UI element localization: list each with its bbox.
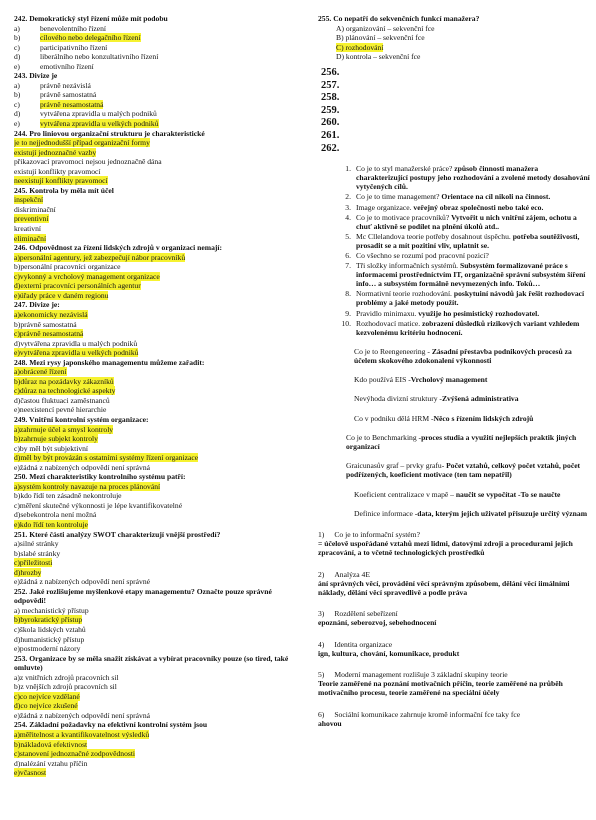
answer-text: přikazovací pravomoci nejsou jednoznačně dána bbox=[14, 157, 162, 167]
answer-option bbox=[14, 90, 304, 100]
note-block bbox=[354, 490, 590, 499]
answer-text: a)personální agentury, jež zabezpečují nábor pracovníků bbox=[14, 252, 186, 262]
answer-option bbox=[14, 176, 304, 186]
definition-answer: způsob činnosti manažera charakterizující postupy jeho rozhodování a zvolené metody dosahování vytyčených cílů. bbox=[356, 164, 590, 192]
answer-text: právně samostatná bbox=[40, 90, 97, 100]
answer-text: e)kdo řídí ten kontroluje bbox=[14, 519, 89, 529]
answer-text: c)co nejvíce vzdělané bbox=[14, 691, 80, 701]
definition-answer: využije ho pesimistický rozhodovatel. bbox=[418, 308, 540, 318]
note-block bbox=[354, 414, 590, 423]
question-number: 260. bbox=[321, 117, 340, 129]
answer-option bbox=[14, 272, 304, 282]
answer-text: b)byrokratický přístup bbox=[14, 615, 83, 625]
numbered-question-heading bbox=[318, 640, 590, 649]
answer-text: A) organizování – sekvenční fce bbox=[336, 23, 435, 33]
definition-answer: Orientace na cíl nikoli na činnost. bbox=[441, 192, 551, 202]
definition-question: Normativní teorie rozhodování. bbox=[356, 289, 454, 299]
definition-item bbox=[318, 319, 590, 337]
answer-text: neexistují konflikty pravomocí bbox=[14, 176, 108, 186]
note-answer: data, kterým jejich uživatel přisuzuje určitý význam bbox=[417, 508, 588, 518]
answer-text: vytvářena zpravidla u velkých podniků bbox=[40, 119, 159, 129]
answer-text: d)co nejvíce zkušené bbox=[14, 701, 78, 711]
answer-option bbox=[14, 310, 304, 320]
answer-text: inspekční bbox=[14, 195, 44, 205]
answer-option bbox=[336, 52, 590, 62]
answer-option bbox=[14, 119, 304, 129]
answer-option bbox=[14, 692, 304, 702]
question-heading: 252. Jaké rozlišujeme myšlenkové etapy managementu? Označte pouze správné odpovědi! bbox=[14, 586, 272, 606]
answer-text: kreativní bbox=[14, 224, 41, 234]
definition-item bbox=[318, 289, 590, 307]
note-question: Kdo používá EIS - bbox=[354, 375, 411, 385]
numbered-question bbox=[318, 570, 590, 598]
answer-text: a)ekonomicky nezávislá bbox=[14, 309, 88, 319]
answer-letter: c) bbox=[14, 99, 20, 109]
answer-text: B) plánování – sekvenční fce bbox=[336, 33, 425, 43]
answer-option bbox=[14, 148, 304, 158]
answer-option bbox=[14, 157, 304, 167]
answer-text: e)žádná z nabízených odpovědí není správná bbox=[14, 462, 150, 472]
answer-text: existují konflikty pravomocí bbox=[14, 166, 101, 176]
question-heading: 250. Mezi charakteristiky kontrolního systému patří: bbox=[14, 472, 186, 482]
definition-answer: Vytvořit u nich vnitřní zájem, ochotu a chuť aktivně se podílet na plnění úkolů atd.. bbox=[356, 212, 577, 231]
definition-item bbox=[318, 203, 590, 212]
note-block bbox=[346, 461, 590, 479]
answer-text: d)měl by být provázán s ostatními systémy řízení organizace bbox=[14, 453, 199, 463]
question-heading: 243. Divize je bbox=[14, 71, 58, 81]
answer-option bbox=[14, 701, 304, 711]
note-answer: Počet vztahů, celkový počet vztahů, počet podřízených, koeficient motivace (ten tam nepatřil) bbox=[346, 461, 581, 480]
question-heading: 245. Kontrola by měla mít účel bbox=[14, 185, 114, 195]
answer-letter: d) bbox=[14, 109, 21, 119]
definition-number: 10. bbox=[341, 318, 351, 328]
note-question: Definice informace - bbox=[354, 508, 418, 518]
answer-option bbox=[14, 549, 304, 559]
answer-text: a)silné stránky bbox=[14, 539, 59, 549]
answer-text: c)důraz na technologické aspekty bbox=[14, 386, 116, 396]
definition-answer: Subsystém formalizované práce s informacemi prostředníctvím IT, organizačně správní subsystém šíření info… a subsystém formálně nevymezených info. Toků… bbox=[356, 261, 586, 289]
note-block bbox=[354, 375, 590, 384]
definition-question: Tři složky informačních systémů. bbox=[356, 261, 460, 271]
note-answer: Něco s řízením lidských zdrojů bbox=[433, 413, 534, 423]
note-answer: Zvýšená administrativa bbox=[441, 394, 519, 404]
answer-option bbox=[14, 491, 304, 501]
answer-text: vytvářena zpravidla u malých podniků bbox=[40, 109, 157, 119]
answer-option bbox=[14, 195, 304, 205]
definition-item bbox=[318, 213, 590, 231]
answer-text: je to nejjednodušší případ organizační formy bbox=[14, 138, 150, 148]
note-question: Co v podniku dělá HRM - bbox=[354, 413, 434, 423]
question-number: 257. bbox=[321, 79, 340, 91]
answer-text: d)sebekontrola není možná bbox=[14, 510, 97, 520]
definition-answer: veřejný obraz společnosti nebo také eco. bbox=[413, 202, 544, 212]
note-answer: naučit se vypočítat -To se naučte bbox=[455, 489, 561, 499]
definition-text bbox=[356, 261, 590, 288]
definition-text bbox=[356, 251, 590, 260]
answer-text: a) mechanistický přístup bbox=[14, 605, 89, 615]
numbered-question-heading bbox=[318, 670, 590, 679]
definition-number: 2. bbox=[345, 192, 351, 202]
answer-text: e)žádná z nabízených odpovědí není správné bbox=[14, 577, 150, 587]
note-answer: Vrcholový management bbox=[410, 375, 488, 385]
answer-option bbox=[14, 635, 304, 645]
answer-option bbox=[14, 62, 304, 72]
answer-text: e)včasnost bbox=[14, 768, 47, 778]
answer-text: d)častou fluktuaci zaměstnanců bbox=[14, 395, 110, 405]
question-heading: 248. Mezi rysy japonského managementu můžeme zařadit: bbox=[14, 357, 205, 367]
answer-text: diskriminační bbox=[14, 204, 56, 214]
answer-option bbox=[14, 625, 304, 635]
definition-text bbox=[356, 232, 590, 250]
numbered-question-heading bbox=[318, 570, 590, 579]
answer-option bbox=[14, 568, 304, 578]
question-number: 6) bbox=[318, 709, 325, 719]
definition-question: Co všechno se rozumí pod pracovní pozicí? bbox=[356, 250, 489, 260]
answer-option bbox=[14, 43, 304, 53]
answer-text: preventivní bbox=[14, 214, 49, 224]
answer-option bbox=[14, 81, 304, 91]
question-number: 4) bbox=[318, 639, 325, 649]
definition-item bbox=[318, 261, 590, 288]
definition-item bbox=[318, 251, 590, 260]
answer-option bbox=[14, 482, 304, 492]
answer-text: c)vykonný a vrcholový management organizace bbox=[14, 271, 160, 281]
definition-text bbox=[356, 192, 590, 201]
question-heading: 242. Demokratický styl řízení může mít podobu bbox=[14, 14, 168, 23]
question-text: Identita organizace bbox=[334, 639, 393, 649]
answer-option bbox=[14, 224, 304, 234]
definition-question: Rozhodovací matice. bbox=[356, 318, 423, 328]
answer-option bbox=[14, 167, 304, 177]
definition-item bbox=[318, 232, 590, 250]
answer-letter: b) bbox=[14, 90, 21, 100]
question-text: Rozdělení sebeřízení bbox=[334, 609, 398, 619]
answer-option bbox=[14, 320, 304, 330]
note-block bbox=[346, 433, 590, 451]
question-answer: ání správných věcí, provádění věcí správným způsobem, dělání věcí iimálními náklady, dělání věcí spravedlivě a podle práva bbox=[318, 578, 570, 598]
definition-text bbox=[356, 319, 590, 337]
answer-text: d)humanistický přístup bbox=[14, 634, 85, 644]
note-question: Co je to Reengeneering - bbox=[354, 346, 432, 356]
answer-text: eliminační bbox=[14, 233, 47, 243]
definition-list bbox=[318, 164, 590, 337]
answer-text: b)právně samostatná bbox=[14, 319, 77, 329]
question-heading: 246. Odpovědnost za řízení lidských zdrojů v organizaci nemají: bbox=[14, 243, 223, 253]
answer-option bbox=[14, 577, 304, 587]
answer-option bbox=[14, 434, 304, 444]
answer-text: c)škola lidských vztahů bbox=[14, 625, 86, 634]
question-number-list bbox=[321, 67, 590, 155]
answer-text: emotivního řízení bbox=[40, 61, 94, 71]
answer-option bbox=[14, 234, 304, 244]
definition-answer: zobrazení důsledků rizikových variant vzhledem kezvolenému kritériu hodnocení. bbox=[356, 318, 580, 337]
numbered-question-heading bbox=[318, 609, 590, 618]
question-answer: epoznání, seberozvoj, sebehodnocení bbox=[318, 618, 437, 628]
numbered-question bbox=[318, 640, 590, 658]
question-255 bbox=[318, 14, 590, 62]
answer-option bbox=[14, 673, 304, 683]
definition-number: 9. bbox=[345, 308, 351, 318]
answer-text: b)zahrnuje subjekt kontroly bbox=[14, 434, 98, 444]
question-number: 256. bbox=[321, 66, 340, 78]
note-block bbox=[354, 394, 590, 403]
answer-option bbox=[14, 33, 304, 43]
definition-number: 6. bbox=[345, 250, 351, 260]
answer-option bbox=[14, 348, 304, 358]
answer-text: d)hrozby bbox=[14, 567, 42, 577]
answer-option bbox=[14, 100, 304, 110]
question-text: Co je to informační systém? bbox=[334, 530, 420, 540]
answer-option bbox=[14, 281, 304, 291]
answer-text: e)postmoderní názory bbox=[14, 644, 81, 654]
answer-option bbox=[14, 558, 304, 568]
answer-letter: b) bbox=[14, 33, 21, 43]
numbered-question-heading bbox=[318, 530, 590, 539]
answer-text: c)by měl být subjektivní bbox=[14, 443, 89, 453]
answer-option bbox=[14, 749, 304, 759]
answer-text: b)důraz na pozádavky zákazníků bbox=[14, 376, 114, 386]
definition-item bbox=[318, 164, 590, 191]
answer-option bbox=[14, 539, 304, 549]
question-heading: 253. Organizace by se měla snažit získávat a vybírat pracovníky pouze (so tired, také omluvte) bbox=[14, 653, 289, 673]
answer-text: c)právně nesamostatná bbox=[14, 329, 84, 339]
question-answer: ign, kultura, chování, komunikace, produkt bbox=[318, 648, 460, 658]
definition-question: Pravidlo minimaxu. bbox=[356, 308, 419, 318]
question-text: Moderní management rozlišuje 3 základní skupiny teorie bbox=[334, 670, 508, 680]
answer-text: c)příležitosti bbox=[14, 558, 53, 568]
answer-letter: e) bbox=[14, 61, 20, 71]
question-number: 3) bbox=[318, 609, 325, 619]
answer-option bbox=[14, 501, 304, 511]
answer-letter: a) bbox=[14, 23, 20, 33]
definition-number: 4. bbox=[345, 212, 351, 222]
note-answer: Zásadní přestavba podnikových procesů za účelem skokového zdokonalení výkonnosti bbox=[354, 346, 572, 366]
answer-letter: e) bbox=[14, 119, 20, 129]
question-number: 5) bbox=[318, 670, 325, 680]
answer-text: C) rozhodování bbox=[336, 42, 384, 52]
question-text: Analýza 4E bbox=[334, 569, 370, 579]
definition-question: Image organizace. bbox=[356, 202, 414, 212]
answer-option bbox=[14, 730, 304, 740]
answer-option bbox=[14, 396, 304, 406]
answer-text: c)stanovení jednoznačné zodpovědnosti bbox=[14, 749, 136, 759]
answer-option bbox=[14, 52, 304, 62]
question-number: 1) bbox=[318, 530, 325, 540]
answer-text: a)z vnitřních zdrojů pracovních sil bbox=[14, 672, 119, 682]
numbered-question bbox=[318, 530, 590, 558]
definition-text bbox=[356, 309, 590, 318]
answer-option bbox=[14, 291, 304, 301]
answer-text: e)vytvářena zpravidla u velkých podniků bbox=[14, 348, 139, 358]
answer-option bbox=[336, 33, 590, 43]
definition-text bbox=[356, 289, 590, 307]
definition-answer: poskytuiní návodů jak řešit rozhodovací problémy a jaké metody použít. bbox=[356, 289, 585, 308]
definition-text bbox=[356, 213, 590, 231]
answer-text: participativního řízení bbox=[40, 42, 108, 52]
answer-option bbox=[336, 24, 590, 34]
numbered-question bbox=[318, 670, 590, 698]
question-heading: 247. Divize je: bbox=[14, 300, 60, 310]
definition-text bbox=[356, 203, 590, 212]
question-answer: ahovou bbox=[318, 718, 342, 728]
answer-option bbox=[14, 510, 304, 520]
answer-option bbox=[14, 768, 304, 778]
definition-question: Co je to time management? bbox=[356, 192, 442, 202]
question-heading: 251. Které části analýzy SWOT charakterizují vnější prostředí? bbox=[14, 529, 221, 539]
question-number: 262. bbox=[321, 142, 340, 154]
answer-text: e)úřady práce v daném regionu bbox=[14, 290, 109, 300]
answer-option bbox=[14, 405, 304, 415]
numbered-question bbox=[318, 710, 590, 728]
note-block bbox=[354, 509, 590, 518]
answer-option bbox=[14, 644, 304, 654]
answer-option bbox=[336, 43, 590, 53]
question-number: 261. bbox=[321, 129, 340, 141]
answer-text: právně nezávislá bbox=[40, 80, 91, 90]
definition-question: Mc Cllelandova teorie potřeby dosahnout úspěchu. bbox=[356, 231, 513, 241]
question-answer: = účelově uspořádané vztahů mezi lidmi, datovými zdroji a procedurami jejich zpracování, a to včetně technologických prostředků bbox=[318, 539, 573, 558]
answer-option bbox=[14, 205, 304, 215]
question-heading: 249. Vnitřní kontrolní systém organizace: bbox=[14, 414, 149, 424]
answer-option bbox=[14, 520, 304, 530]
answer-option bbox=[14, 453, 304, 463]
answer-text: právně nesamostatná bbox=[40, 99, 104, 109]
answer-option bbox=[14, 253, 304, 263]
answer-option bbox=[14, 262, 304, 272]
answer-option bbox=[14, 615, 304, 625]
definition-item bbox=[318, 192, 590, 201]
answer-text: b)z vnějších zdrojů pracovních sil bbox=[14, 682, 117, 692]
definition-question: Co je to styl manažerské práce? bbox=[356, 164, 455, 174]
answer-option bbox=[14, 339, 304, 349]
question-heading: 255. Co nepatří do sekvenčních funkcí manažera? bbox=[318, 14, 480, 23]
answer-text: b)nákladová efektivnost bbox=[14, 739, 88, 749]
note-question: Graicunasův graf – prvky grafu- bbox=[346, 461, 447, 471]
right-column bbox=[318, 14, 590, 728]
answer-text: a)obrácené řízení bbox=[14, 367, 67, 377]
answer-text: a)měřitelnost a kvantifikovatelnost výsledků bbox=[14, 730, 150, 740]
answer-option bbox=[14, 682, 304, 692]
numbered-question bbox=[318, 609, 590, 627]
note-answer: proces studia a využití nejlepších praktik jiných organizací bbox=[346, 432, 577, 452]
question-heading: 254. Základní požadavky na efektivní kontrolní systém jsou bbox=[14, 720, 208, 730]
answer-option bbox=[14, 740, 304, 750]
answer-option bbox=[14, 377, 304, 387]
answer-letter: d) bbox=[14, 52, 21, 62]
answer-option bbox=[14, 759, 304, 769]
question-text: Sociální komunikace zahrnuje kromě informační fce taky fce bbox=[334, 709, 521, 719]
definition-number: 1. bbox=[345, 164, 351, 174]
answer-option bbox=[14, 606, 304, 616]
answer-text: a)zahrnuje účel a smysl kontroly bbox=[14, 424, 114, 434]
answer-text: c)měření skutečné výkonnosti je lépe kvantifikovatelné bbox=[14, 500, 183, 510]
answer-option bbox=[14, 711, 304, 721]
question-number: 259. bbox=[321, 104, 340, 116]
answer-text: e)neexistencí pevné hierarchie bbox=[14, 405, 107, 415]
question-number: 258. bbox=[321, 92, 340, 104]
answer-text: liberálního nebo konzultativního řízení bbox=[40, 52, 159, 62]
note-question: Koeficient centralizace v mapě – bbox=[354, 489, 456, 499]
question-heading: 244. Pro liniovou organizační strukturu je charakteristické bbox=[14, 128, 205, 138]
answer-text: a)systém kontroly navazuje na proces plánování bbox=[14, 481, 161, 491]
definition-question: Co je to motivace pracovníků? bbox=[356, 212, 452, 222]
answer-option bbox=[14, 386, 304, 396]
note-question: Nevýhoda divizní struktury - bbox=[354, 394, 442, 404]
answer-letter: c) bbox=[14, 42, 20, 52]
note-question: Co je to Benchmarking - bbox=[346, 432, 422, 442]
answer-text: d)externí pracovníci personálních agentur bbox=[14, 281, 141, 291]
answer-text: d)nalézání vztahu příčin bbox=[14, 758, 88, 768]
answer-text: b)personální pracovníci organizace bbox=[14, 262, 121, 272]
answer-option bbox=[14, 109, 304, 119]
question-answer: Teorie zaměřené na poznání motivačních příčin, teorie zaměřené na průběh motivačního procesu, teorie zaměřené na speciální účely bbox=[318, 679, 563, 698]
answer-text: e)žádná z nabízených odpovědí není správná bbox=[14, 710, 150, 720]
answer-option bbox=[14, 24, 304, 34]
answer-option bbox=[14, 367, 304, 377]
answer-text: b)slabé stránky bbox=[14, 548, 61, 558]
question-number: 2) bbox=[318, 569, 325, 579]
definition-number: 8. bbox=[345, 289, 351, 299]
answer-text: existují jednoznačné vazby bbox=[14, 147, 97, 157]
answer-letter: a) bbox=[14, 80, 20, 90]
left-column bbox=[14, 14, 304, 778]
answer-text: b)kdo řídí ten zásadně nekontroluje bbox=[14, 491, 122, 501]
numbered-question-heading bbox=[318, 710, 590, 719]
definition-item bbox=[318, 309, 590, 318]
answer-option bbox=[14, 425, 304, 435]
answer-text: benevolentního řízení bbox=[40, 23, 107, 33]
definition-text bbox=[356, 164, 590, 191]
answer-option bbox=[14, 463, 304, 473]
answer-option bbox=[14, 444, 304, 454]
answer-text: cílového nebo delegačního řízení bbox=[40, 33, 141, 43]
definition-answer: potřeba soutěživosti, prosadit se a mít pozitiní vliv, uplatnit se. bbox=[356, 231, 580, 250]
answer-option bbox=[14, 214, 304, 224]
answer-option bbox=[14, 138, 304, 148]
definition-number: 5. bbox=[345, 231, 351, 241]
note-block bbox=[354, 347, 590, 365]
answer-option bbox=[14, 329, 304, 339]
answer-text: D) kontrola – sekvenční fce bbox=[336, 52, 421, 62]
answer-text: d)vytvářena zpravidla u malých podniků bbox=[14, 338, 138, 348]
definition-number: 7. bbox=[345, 261, 351, 271]
definition-number: 3. bbox=[345, 202, 351, 212]
